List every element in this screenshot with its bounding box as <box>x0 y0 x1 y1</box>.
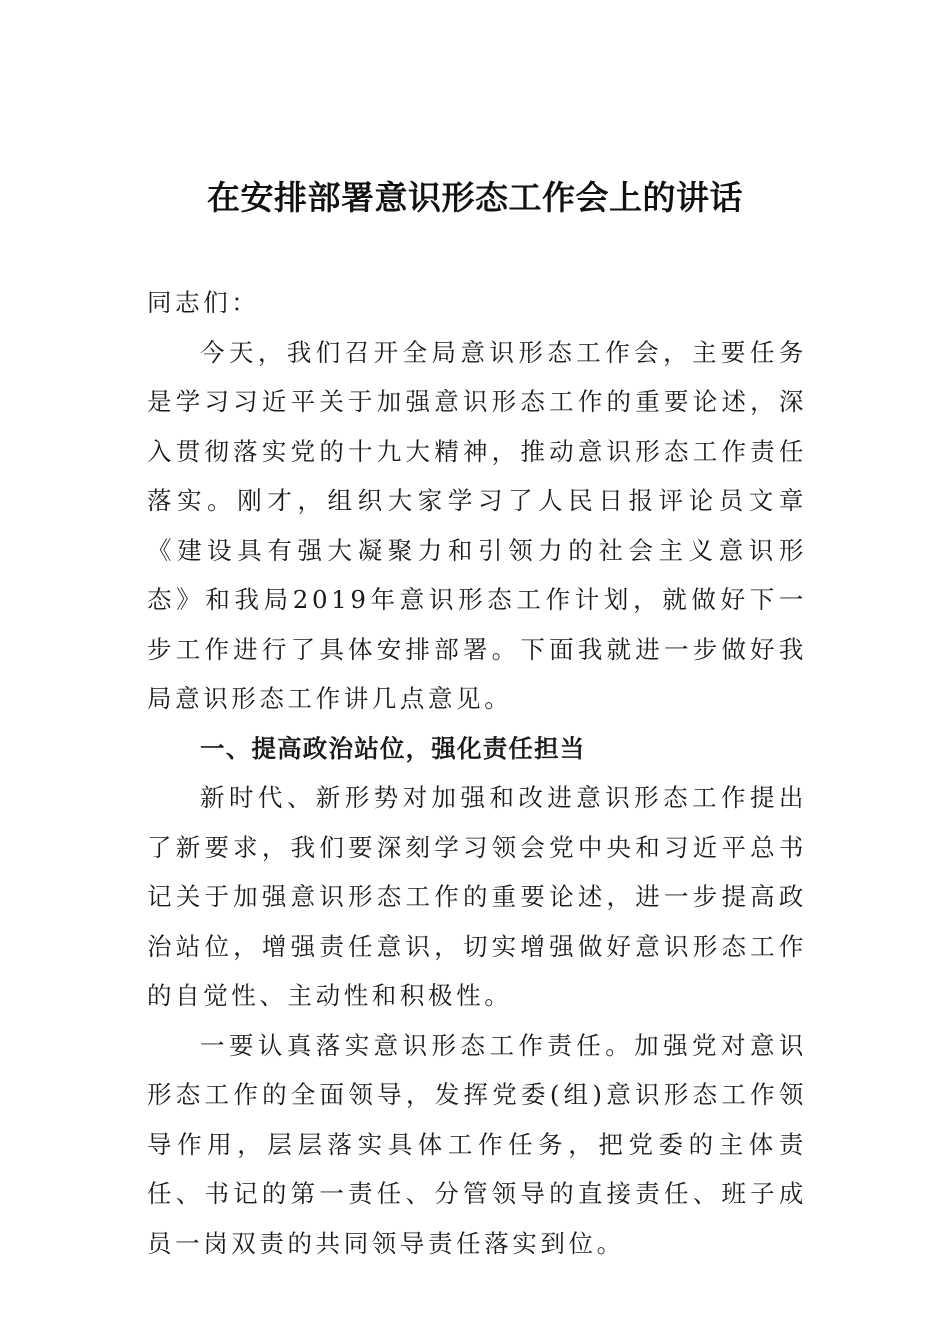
salutation: 同志们： <box>147 288 260 317</box>
paragraph-point-1 <box>147 1021 807 1269</box>
point-1-body: 加强党对意识形态工作的全面领导，发挥党委(组)意识形态工作领导作用，层层落实具体工作任务，把党委的主体责任、书记的第一责任、分管领导的直接责任、班子成员一岗双责的共同领导责任落实到位。 <box>147 1030 807 1258</box>
point-1-lead-in: 一要认真落实意识形态工作责任。 <box>200 1030 635 1060</box>
document-title: 在安排部署意识形态工作会上的讲话 <box>207 178 743 217</box>
document-body <box>147 278 807 1268</box>
paragraph-intro: 今天，我们召开全局意识形态工作会，主要任务是学习习近平关于加强意识形态工作的重要论述，深入贯彻落实党的十九大精神，推动意识形态工作责任落实。刚才，组织大家学习了人民日报评论员文章《建设具有强大凝聚力和引领力的社会主义意识形态》和我局2019年意识形态工作计划，就做好下一步工作进行了具体安排部署。下面我就进一步做好我局意识形态工作讲几点意见。 <box>147 337 807 713</box>
section-heading-1: 一、提高政治站位，强化责任担当 <box>200 733 586 763</box>
paragraph-section-1: 新时代、新形势对加强和改进意识形态工作提出了新要求，我们要深刻学习领会党中央和习近平总书记关于加强意识形态工作的重要论述，进一步提高政治站位，增强责任意识，切实增强做好意识形态工作的自觉性、主动性和积极性。 <box>147 783 807 1010</box>
